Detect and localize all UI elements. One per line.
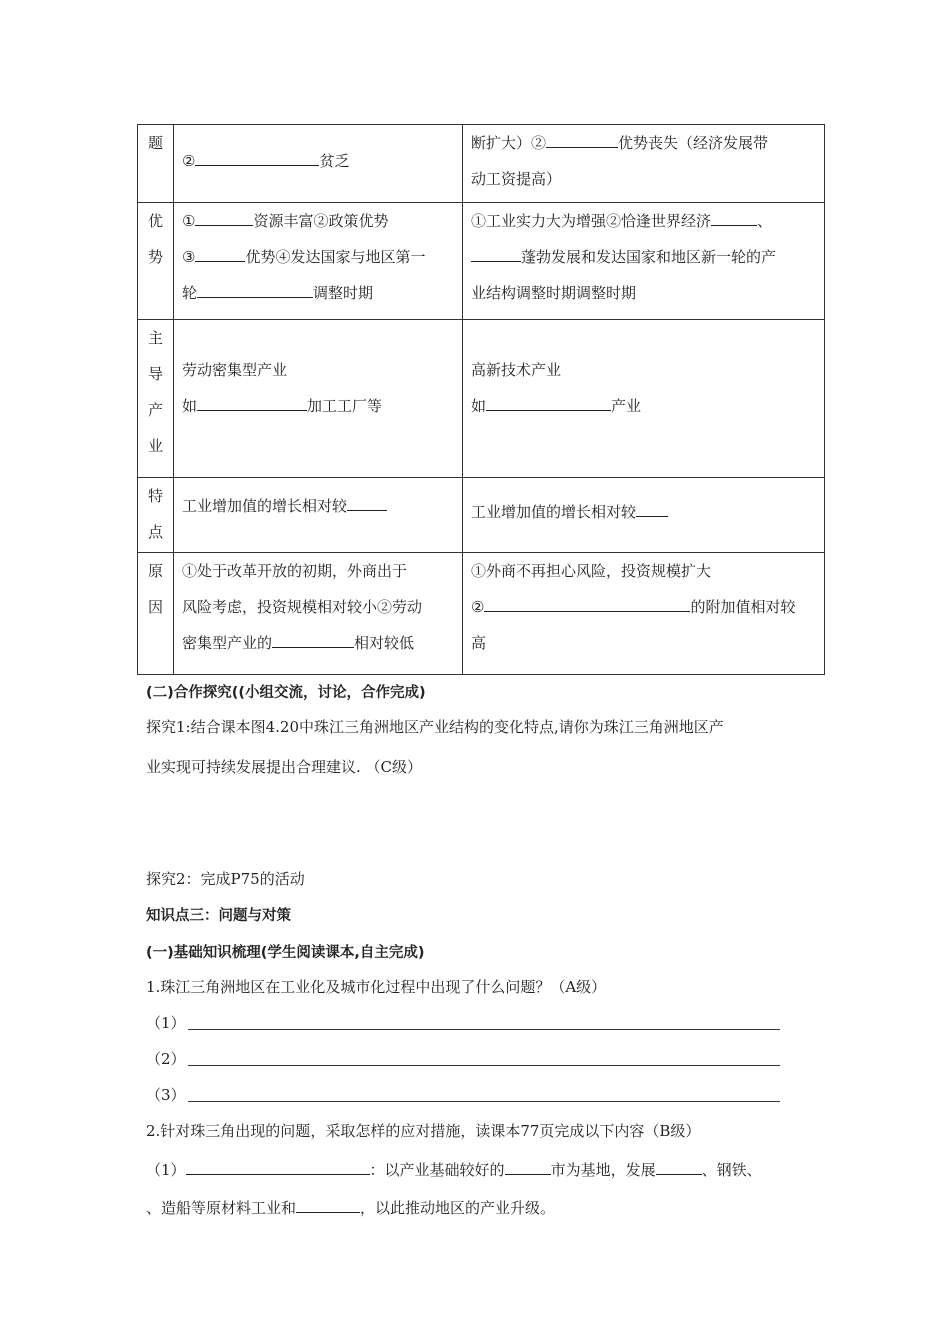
task1-line1: 探究1:结合课本图4.20中珠江三角洲地区产业结构的变化特点,请你为珠江三角洲地区产 [146, 718, 724, 736]
blank[interactable] [486, 393, 611, 411]
cell-feature-left: 工业增加值的增长相对较 [174, 478, 463, 553]
q1-item-label-3: （3） [146, 1086, 186, 1104]
cell-industry-right: 高新技术产业 如 产业 [463, 320, 825, 478]
blank[interactable] [195, 148, 319, 166]
q1-answer-line-3[interactable] [188, 1100, 780, 1102]
blank[interactable] [546, 130, 618, 148]
blank[interactable] [296, 1195, 360, 1213]
row-header-problem: 题 [138, 125, 174, 203]
table-row-reason [138, 553, 825, 675]
cell-industry-left: 劳动密集型产业 如 加工工厂等 [174, 320, 463, 478]
row-header-reason: 原 因 [138, 553, 174, 675]
basic-knowledge-heading: (一)基础知识梳理(学生阅读课本,自主完成) [146, 945, 425, 961]
task2: 探究2：完成P75的活动 [146, 870, 305, 888]
cell-advantage-left: ① 资源丰富②政策优势 ③ 优势④发达国家与地区第一 轮 调整时期 [174, 203, 463, 320]
table-row-problem [138, 125, 825, 203]
question-1: 1.珠江三角洲地区在工业化及城市化过程中出现了什么问题？（A级） [146, 978, 607, 996]
cell-problem-left: ② 贫乏 [174, 125, 463, 203]
cell-reason-right: ①外商不再担心风险，投资规模扩大 ② 的附加值相对较 高 [463, 553, 825, 675]
blank[interactable] [195, 208, 253, 226]
blank[interactable] [484, 594, 690, 612]
blank[interactable] [195, 244, 245, 262]
cell-advantage-right: ①工业实力大为增强②恰逢世界经济 、 蓬勃发展和发达国家和地区新一轮的产 业结构调整时期调整时期 [463, 203, 825, 320]
q1-answer-line-1[interactable] [188, 1028, 780, 1030]
cell-feature-right: 工业增加值的增长相对较 [463, 478, 825, 553]
task1-line2: 业实现可持续发展提出合理建议. （C级） [146, 758, 423, 776]
comparison-table [137, 124, 825, 675]
row-header-industry: 主 导 产 业 [138, 320, 174, 478]
table-row-feature [138, 478, 825, 553]
knowledge-point-3-heading: 知识点三：问题与对策 [146, 908, 291, 924]
q1-answer-line-2[interactable] [188, 1064, 780, 1066]
table-row-industry [138, 320, 825, 478]
q2-line-1: （1） ：以产业基础较好的 市为基地，发展 、钢铁、 [146, 1157, 762, 1180]
q2-line-2: 、造船等原材料工业和 ，以此推动地区的产业升级。 [146, 1195, 555, 1218]
section-heading-coop: (二)合作探究((小组交流，讨论，合作完成) [146, 685, 426, 701]
blank[interactable] [656, 1157, 702, 1175]
q1-item-label-2: （2） [146, 1050, 186, 1068]
row-header-advantage: 优 势 [138, 203, 174, 320]
blank[interactable] [505, 1157, 551, 1175]
cell-reason-left: ①处于改革开放的初期，外商出于 风险考虑，投资规模相对较小②劳动 密集型产业的 相对较低 [174, 553, 463, 675]
cell-problem-right: 断扩大）② 优势丧失（经济发展带 动工资提高） [463, 125, 825, 203]
row-header-feature: 特 点 [138, 478, 174, 553]
blank[interactable] [197, 280, 313, 298]
blank[interactable] [186, 1157, 370, 1175]
blank[interactable] [636, 499, 668, 517]
blank[interactable] [272, 630, 354, 648]
blank[interactable] [471, 244, 521, 262]
question-2: 2.针对珠三角出现的问题，采取怎样的应对措施，读课本77页完成以下内容（B级） [146, 1122, 701, 1140]
blank[interactable] [711, 208, 757, 226]
q1-item-label-1: （1） [146, 1014, 186, 1032]
blank[interactable] [197, 393, 307, 411]
table-row-advantage [138, 203, 825, 320]
blank[interactable] [347, 493, 387, 511]
